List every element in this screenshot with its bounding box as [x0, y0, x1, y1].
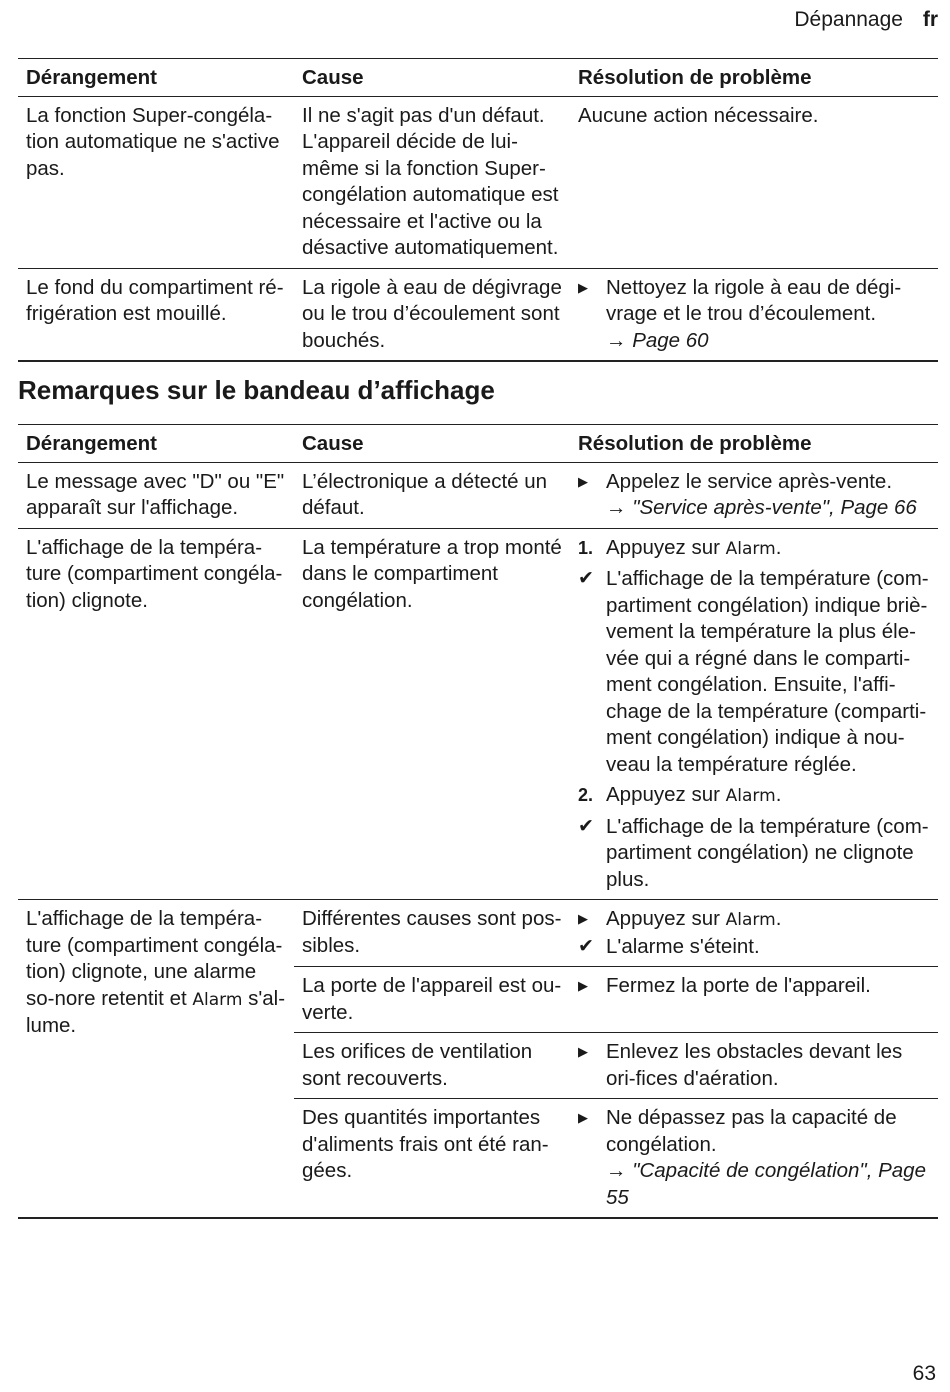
col-header-cause: Cause	[294, 425, 570, 463]
alarm-key-label: Alarm	[192, 989, 243, 1010]
problem-cell: L'affichage de la tempéra-ture (compartiment congéla-tion) clignote, une alarme so-nore retentit et Alarm s'al-lume.	[18, 900, 294, 1219]
action-text: Enlevez les obstacles devant les ori-fices d'aération.	[606, 1040, 903, 1090]
page-reference-link[interactable]: → Page 60	[606, 328, 709, 352]
cause-cell: Des quantités importantes d'aliments frais ont été ran-gées.	[294, 1099, 570, 1219]
solution-cell	[570, 528, 938, 900]
table-row	[18, 900, 938, 967]
table-row	[18, 528, 938, 900]
checkmark-icon: ✔	[578, 568, 594, 589]
step-number: 2.	[578, 785, 594, 805]
step-text: Appuyez sur Alarm.	[606, 783, 782, 806]
result-text: L'affichage de la température (com-partiment congélation) ne clignote plus.	[606, 814, 929, 891]
col-header-solution: Résolution de problème	[570, 425, 938, 463]
bullet-triangle-icon: ▶	[578, 1110, 588, 1125]
page-reference-link[interactable]: → "Capacité de congélation", Page 55	[606, 1159, 926, 1209]
alarm-key-label: Alarm	[725, 786, 776, 806]
col-header-problem: Dérangement	[18, 59, 294, 97]
solution-cell	[570, 967, 938, 1033]
running-header	[794, 8, 938, 32]
action-text: Fermez la porte de l'appareil.	[606, 974, 871, 997]
table-row	[18, 462, 938, 528]
language-code: fr	[922, 8, 938, 31]
col-header-problem: Dérangement	[18, 425, 294, 463]
action-step	[578, 1105, 930, 1211]
numbered-step	[578, 535, 930, 563]
cause-cell: La rigole à eau de dégivrage ou le trou d’écoulement sont bouchés.	[294, 268, 570, 361]
checkmark-icon: ✔	[578, 935, 594, 957]
action-step	[578, 469, 930, 522]
bullet-triangle-icon: ▶	[578, 473, 588, 489]
action-text: Nettoyez la rigole à eau de dégi-vrage et le trou d’écoulement.	[606, 275, 902, 325]
section-title: Remarques sur le bandeau d’affichage	[18, 375, 495, 405]
bullet-triangle-icon: ▶	[578, 911, 588, 926]
step-text: Appuyez sur Alarm.	[606, 535, 782, 559]
table-header-row	[18, 425, 938, 463]
problem-cell: Le fond du compartiment ré-frigération est mouillé.	[18, 268, 294, 361]
page-number: 63	[912, 1362, 936, 1385]
problem-cell: L'affichage de la tempéra-ture (compartiment congéla-tion) clignote.	[18, 528, 294, 900]
troubleshooting-table-1	[18, 58, 938, 362]
action-text: Appuyez sur Alarm.	[606, 907, 782, 930]
bullet-triangle-icon: ▶	[578, 1044, 588, 1059]
bullet-triangle-icon: ▶	[578, 978, 588, 993]
result-step	[578, 934, 930, 961]
solution-cell	[570, 1099, 938, 1219]
solution-cell: Aucune action nécessaire.	[570, 96, 938, 268]
result-step	[578, 566, 930, 778]
cause-cell: Différentes causes sont pos-sibles.	[294, 900, 570, 967]
cause-cell: La porte de l'appareil est ou-verte.	[294, 967, 570, 1033]
col-header-solution: Résolution de problème	[570, 59, 938, 97]
table-header-row	[18, 59, 938, 97]
col-header-cause: Cause	[294, 59, 570, 97]
problem-cell: Le message avec "D" ou "E" apparaît sur l'affichage.	[18, 462, 294, 528]
action-step	[578, 973, 930, 1000]
section-name: Dépannage	[794, 8, 903, 31]
problem-cell: La fonction Super-congéla-tion automatique ne s'active pas.	[18, 96, 294, 268]
result-step	[578, 814, 930, 894]
result-text: L'alarme s'éteint.	[606, 934, 760, 958]
checkmark-icon: ✔	[578, 815, 594, 837]
alarm-key-label: Alarm	[725, 910, 776, 930]
action-text: Ne dépassez pas la capacité de congélation.	[606, 1106, 897, 1156]
action-step	[578, 275, 930, 355]
table-row	[18, 96, 938, 268]
solution-cell	[570, 1033, 938, 1099]
numbered-step	[578, 782, 930, 810]
page-reference-link[interactable]: → "Service après-vente", Page 66	[606, 496, 917, 519]
result-text: L'affichage de la température (com-partiment congélation) indique briè-vement la température la plus éle-vée qui a régné dans le comparti-ment congélation. Ensuite, l'affi-chage de la température (comparti-ment congélation) indique à nou-veau la température réglée.	[606, 567, 929, 776]
solution-cell	[570, 462, 938, 528]
cause-cell: La température a trop monté dans le compartiment congélation.	[294, 528, 570, 900]
step-number: 1.	[578, 537, 594, 558]
cause-cell: Il ne s'agit pas d'un défaut. L'appareil décide de lui-même si la fonction Super-congélation automatique est nécessaire et l'active ou la désactive automatiquement.	[294, 96, 570, 268]
solution-cell	[570, 268, 938, 361]
cause-cell: L’électronique a détecté un défaut.	[294, 462, 570, 528]
table-row	[18, 268, 938, 361]
action-step	[578, 1039, 930, 1092]
alarm-key-label: Alarm	[725, 538, 776, 559]
action-text: Appelez le service après-vente.	[606, 469, 893, 493]
bullet-triangle-icon: ▶	[578, 279, 588, 295]
solution-cell	[570, 900, 938, 967]
cause-cell: Les orifices de ventilation sont recouverts.	[294, 1033, 570, 1099]
action-step	[578, 906, 930, 934]
troubleshooting-table-2	[18, 424, 938, 1219]
